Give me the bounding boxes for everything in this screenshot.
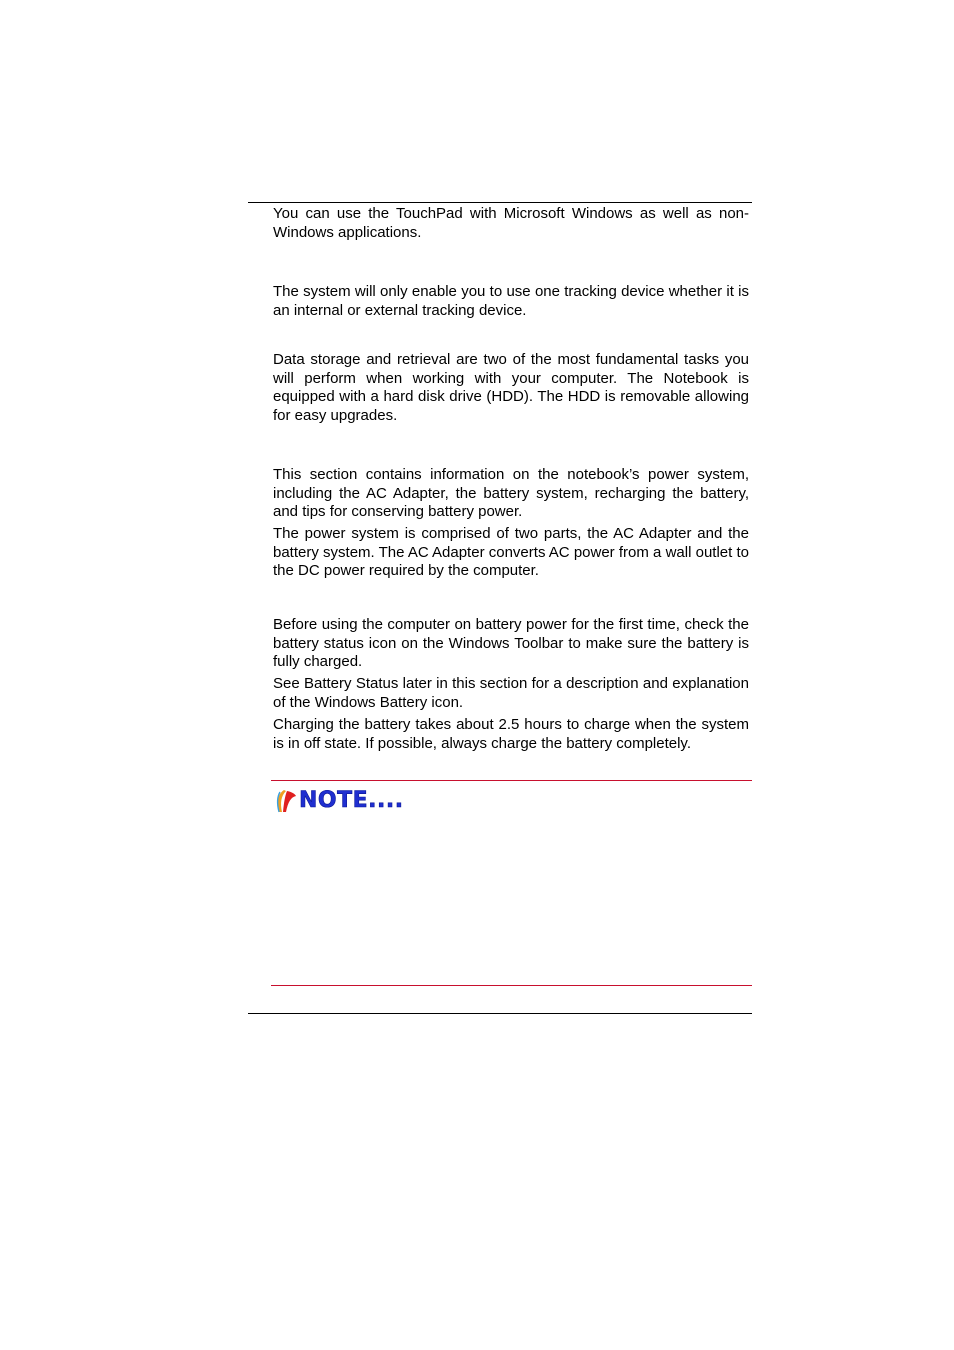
- paragraph-power-parts: The power system is comprised of two parts, the AC Adapter and the battery system. The AC Adapter converts AC power from a wall outlet to the DC power required by the computer.: [273, 525, 749, 580]
- page-bottom-rule: [248, 1013, 752, 1014]
- paragraph-touchpad-windows: You can use the TouchPad with Microsoft Windows as well as non-Windows applications.: [273, 205, 749, 241]
- note-quill-icon: [275, 788, 297, 814]
- note-top-rule: [271, 780, 752, 781]
- paragraph-before-battery: Before using the computer on battery power for the first time, check the battery status icon on the Windows Toolbar to make sure the battery is fully charged.: [273, 616, 749, 671]
- paragraph-charging-time: Charging the battery takes about 2.5 hours to charge when the system is in off state. If possible, always charge the battery completely.: [273, 716, 749, 752]
- note-label: NOTE....: [299, 788, 404, 813]
- note-bottom-rule: [271, 985, 752, 986]
- paragraph-see-battery-status: See Battery Status later in this section for a description and explanation of the Windows Battery icon.: [273, 675, 749, 711]
- note-logo: [275, 787, 404, 815]
- page-top-rule: [248, 202, 752, 203]
- paragraph-data-storage: Data storage and retrieval are two of the most fundamental tasks you will perform when working with your computer. The Notebook is equipped with a hard disk drive (HDD). The HDD is removable allowing for easy upgrades.: [273, 351, 749, 424]
- paragraph-tracking-device: The system will only enable you to use one tracking device whether it is an internal or external tracking device.: [273, 283, 749, 319]
- paragraph-power-section: This section contains information on the notebook’s power system, including the AC Adapter, the battery system, recharging the battery, and tips for conserving battery power.: [273, 466, 749, 521]
